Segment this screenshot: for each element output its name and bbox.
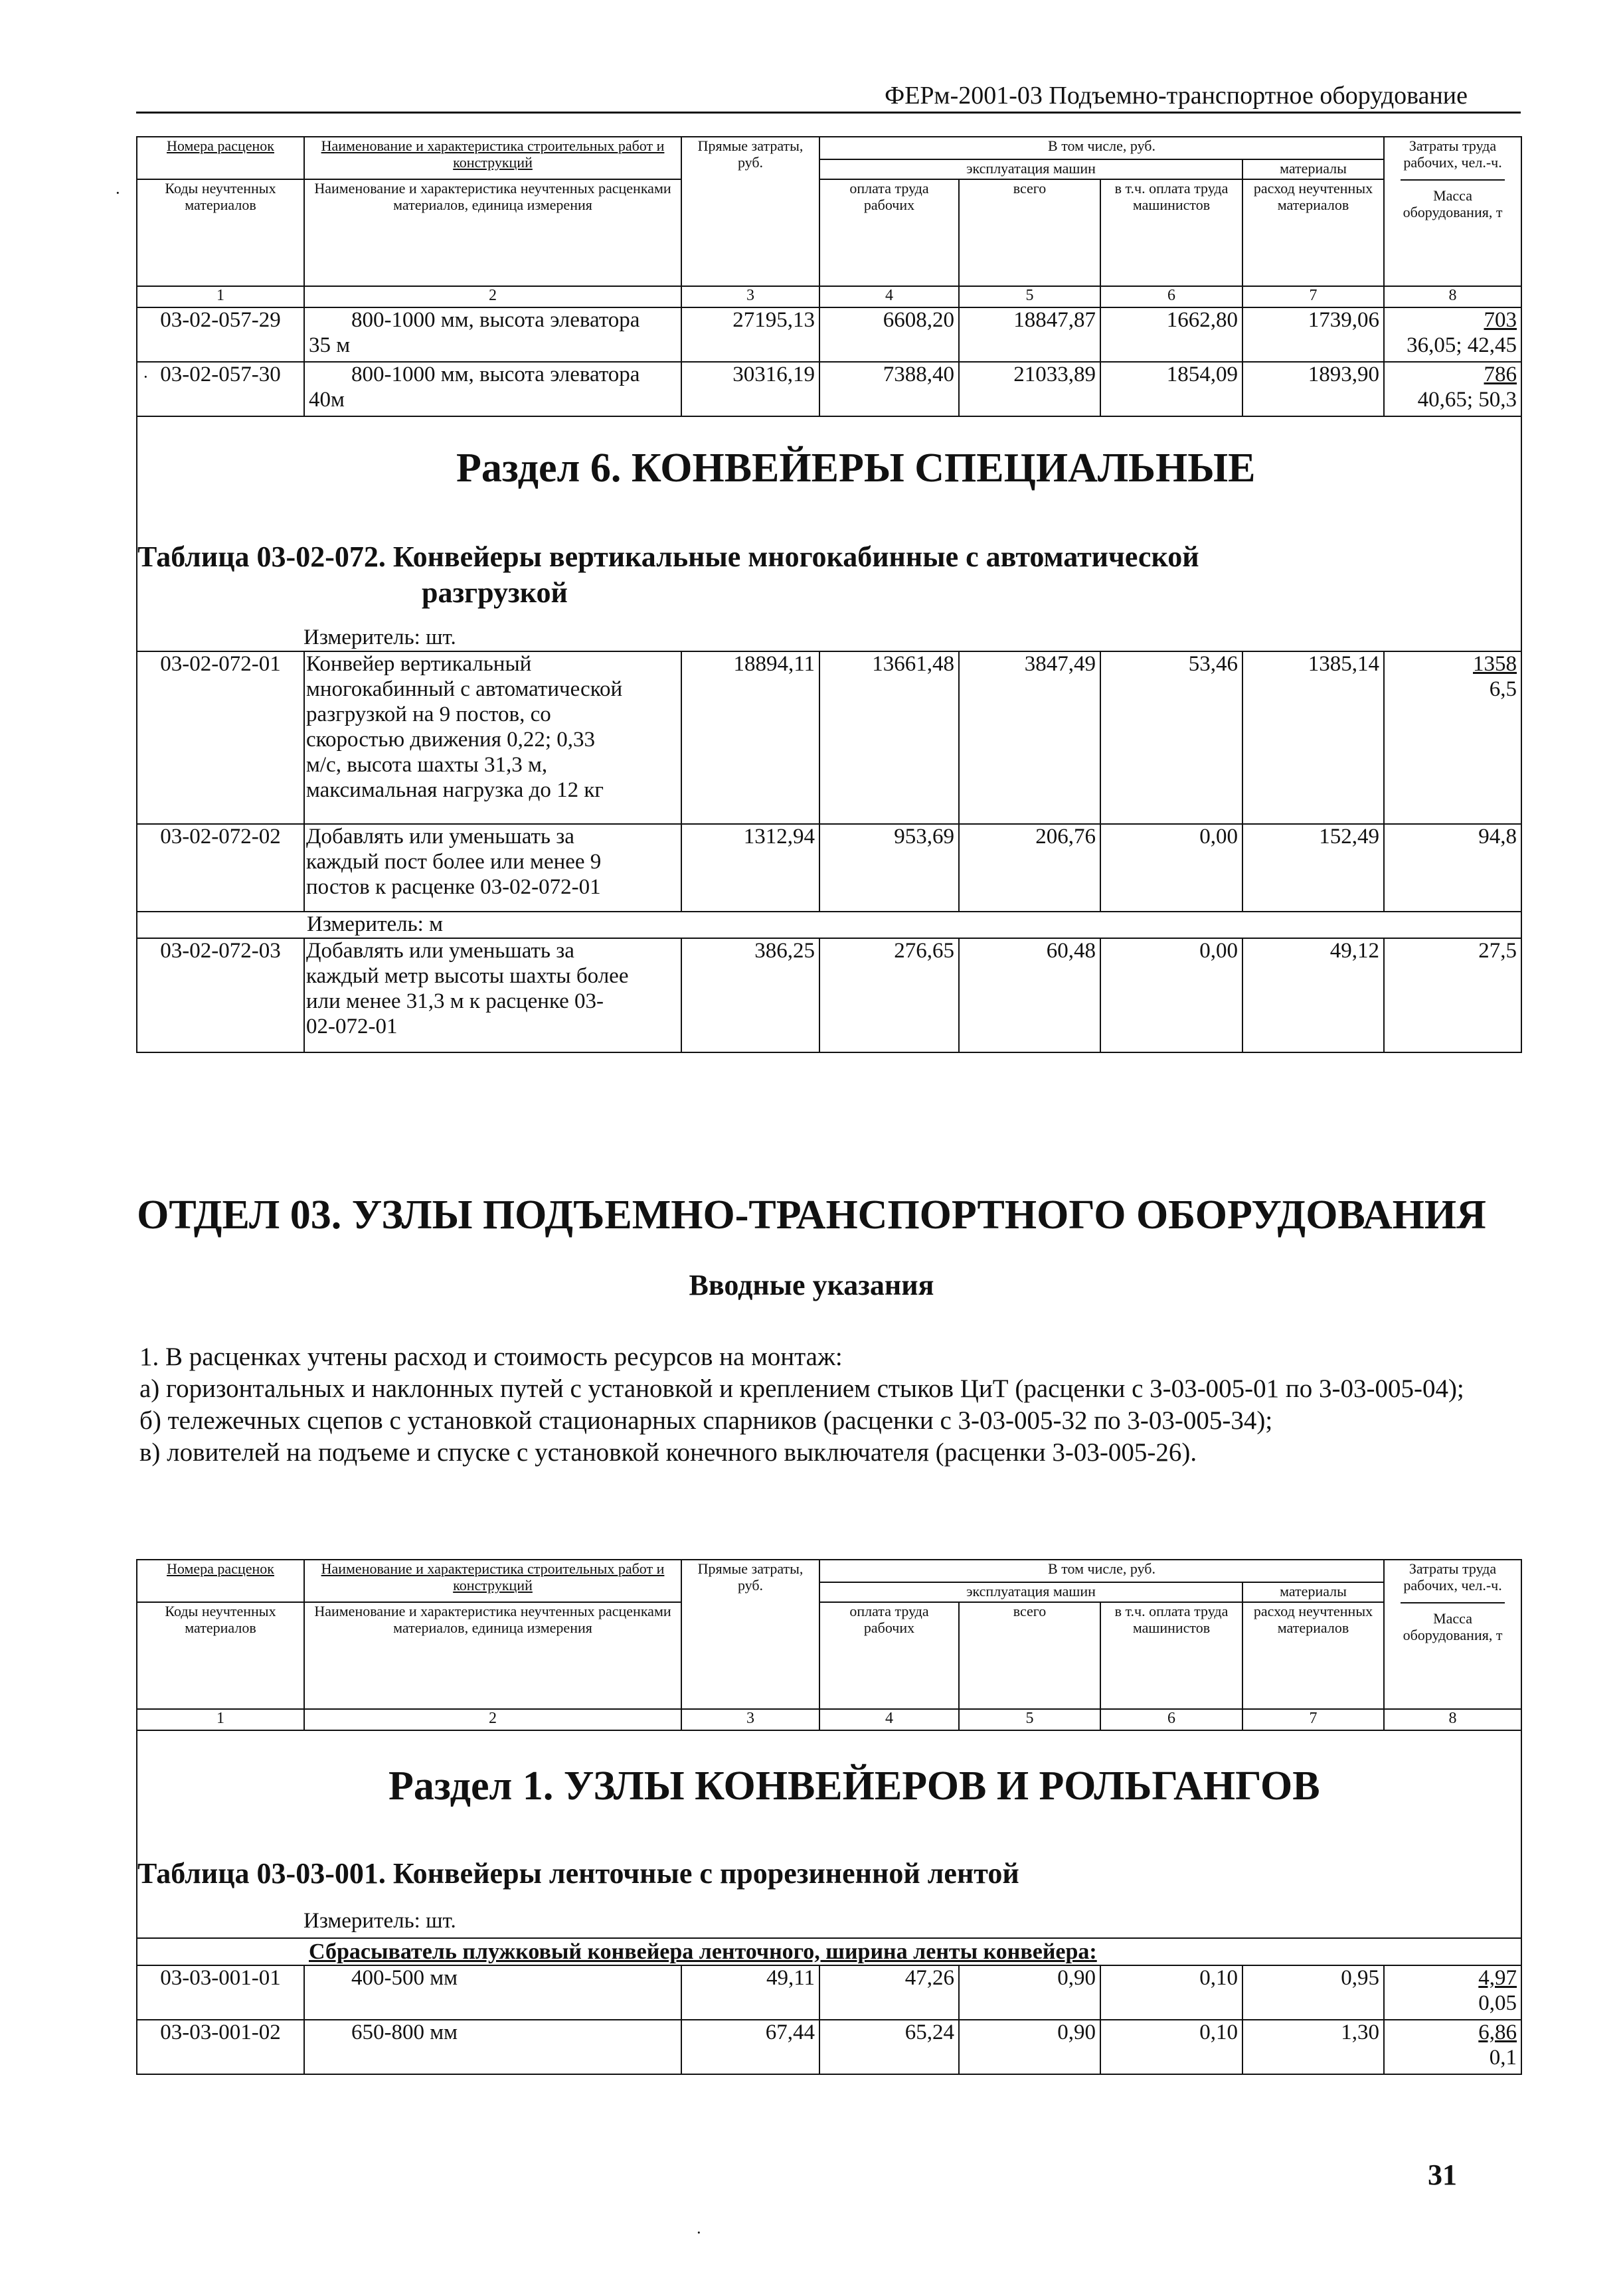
machine-total: 206,76 <box>959 824 1100 912</box>
intro-line: а) горизонтальных и наклонных путей с установкой и креплением стыков ЦиТ (расценки с 3-03-005-01 по 3-03-005-04); <box>139 1374 1464 1403</box>
header-machine-ops: эксплуатация машин <box>819 1582 1242 1602</box>
labor-mass: 4,97 0,05 <box>1384 1965 1521 2020</box>
rate-name: 400-500 мм <box>304 1965 681 2020</box>
rate-name: 650-800 мм <box>304 2020 681 2074</box>
labor-mass: 1358 6,5 <box>1384 651 1521 824</box>
materials-cost: 1739,06 <box>1242 307 1384 362</box>
materials-cost: 1385,14 <box>1242 651 1384 824</box>
direct-cost: 30316,19 <box>681 362 819 416</box>
table-title: Таблица 03-03-001. Конвейеры ленточные с прорезиненной лентой <box>137 1857 1019 1890</box>
header-material-names: Наименование и характеристика неучтенных расценками материалов, единица измерения <box>304 179 681 286</box>
rates-table-1 <box>136 136 1522 1053</box>
header-material-names: Наименование и характеристика неучтенных расценками материалов, единица измерения <box>304 1602 681 1709</box>
direct-cost: 1312,94 <box>681 824 819 912</box>
operator-pay: 53,46 <box>1100 651 1242 824</box>
rate-code: 03-02-072-02 <box>137 824 304 912</box>
col-number: 2 <box>304 1709 681 1730</box>
worker-pay: 65,24 <box>819 2020 959 2074</box>
rate-code: 03-02-072-01 <box>137 651 304 824</box>
machine-total: 60,48 <box>959 938 1100 1052</box>
rate-code: 03-03-001-01 <box>137 1965 304 2020</box>
col-number: 5 <box>959 286 1100 307</box>
machine-total: 0,90 <box>959 1965 1100 2020</box>
worker-pay: 953,69 <box>819 824 959 912</box>
running-head <box>136 78 1521 114</box>
intro-line: 1. В расценках учтены расход и стоимость ресурсов на монтаж: <box>139 1343 843 1371</box>
materials-cost: 1893,90 <box>1242 362 1384 416</box>
header-unaccounted-materials: расход неучтенных материалов <box>1242 179 1384 286</box>
labor-mass: 703 36,05; 42,45 <box>1384 307 1521 362</box>
section-block <box>137 416 1521 651</box>
header-work-name: Наименование и характеристика строительных работ и конструкций <box>304 1560 681 1602</box>
worker-pay: 7388,40 <box>819 362 959 416</box>
rate-code: 03-02-072-03 <box>137 938 304 1052</box>
col-number: 6 <box>1100 286 1242 307</box>
section-title: Раздел 6. КОНВЕЙЕРЫ СПЕЦИАЛЬНЫЕ <box>456 446 1256 491</box>
header-direct-costs: Прямые затраты, руб. <box>681 137 819 286</box>
header-total: всего <box>959 179 1100 286</box>
rate-code: 03-03-001-02 <box>137 2020 304 2074</box>
header-material-codes: Коды неучтенных материалов <box>137 1602 304 1709</box>
col-number: 4 <box>819 1709 959 1730</box>
rate-name: Конвейер вертикальный многокабинный с автоматической разгрузкой на 9 постов, со скоростью движения 0,22; 0,33 м/с, высота шахты 31,3 м, максимальная нагрузка до 12 кг <box>304 651 681 824</box>
section-title: Раздел 1. УЗЛЫ КОНВЕЙЕРОВ И РОЛЬГАНГОВ <box>388 1763 1320 1809</box>
scan-speck: · <box>115 183 121 203</box>
table-row <box>137 651 1521 824</box>
col-number: 1 <box>137 286 304 307</box>
operator-pay: 1854,09 <box>1100 362 1242 416</box>
col-number: 4 <box>819 286 959 307</box>
rate-code: 03-02-057-30 <box>137 362 304 416</box>
scan-speck: · <box>696 2223 702 2242</box>
materials-cost: 0,95 <box>1242 1965 1384 2020</box>
operator-pay: 1662,80 <box>1100 307 1242 362</box>
table-title: Таблица 03-02-072. Конвейеры вертикальные многокабинные с автоматической <box>137 540 1199 573</box>
rates-table-2 <box>136 1559 1522 2075</box>
header-work-name: Наименование и характеристика строительных работ и конструкций <box>304 137 681 179</box>
table-row <box>137 1965 1521 2020</box>
header-operator-pay: в т.ч. оплата труда машинистов <box>1100 179 1242 286</box>
col-number: 8 <box>1384 1709 1521 1730</box>
direct-cost: 67,44 <box>681 2020 819 2074</box>
labor-mass: 6,86 0,1 <box>1384 2020 1521 2074</box>
materials-cost: 152,49 <box>1242 824 1384 912</box>
intro-line: в) ловителей на подъеме и спуске с установкой конечного выключателя (расценки 3-03-005-26). <box>139 1437 1197 1467</box>
direct-cost: 49,11 <box>681 1965 819 2020</box>
intro-line: б) тележечных сцепов с установкой стационарных спарников (расценки с 3-03-005-32 по 3-03-005-34); <box>139 1406 1273 1435</box>
header-labor-mass: Затраты труда рабочих, чел.-ч. Масса оборудования, т <box>1384 137 1521 286</box>
rate-name: 800-1000 мм, высота элеватора 35 м <box>304 307 681 362</box>
materials-cost: 1,30 <box>1242 2020 1384 2074</box>
col-number: 7 <box>1242 1709 1384 1730</box>
machine-total: 18847,87 <box>959 307 1100 362</box>
header-materials: материалы <box>1242 159 1384 179</box>
direct-cost: 18894,11 <box>681 651 819 824</box>
machine-total: 0,90 <box>959 2020 1100 2074</box>
header-direct-costs: Прямые затраты, руб. <box>681 1560 819 1709</box>
rate-code: 03-02-057-29 <box>137 307 304 362</box>
rate-name: Добавлять или уменьшать за каждый метр высоты шахты более или менее 31,3 м к расценке 03- 02-072-01 <box>304 938 681 1052</box>
table-row <box>137 938 1521 1052</box>
header-including: В том числе, руб. <box>819 137 1384 159</box>
header-labor-mass: Затраты труда рабочих, чел.-ч. Масса оборудования, т <box>1384 1560 1521 1709</box>
group-subheading: Сбрасыватель плужковый конвейера ленточного, ширина ленты конвейера: <box>137 1938 1521 1965</box>
direct-cost: 386,25 <box>681 938 819 1052</box>
operator-pay: 0,00 <box>1100 824 1242 912</box>
header-total: всего <box>959 1602 1100 1709</box>
col-number: 3 <box>681 1709 819 1730</box>
col-number: 3 <box>681 286 819 307</box>
running-head-text: ФЕРм-2001-03 Подъемно-транспортное оборудование <box>885 82 1468 110</box>
table-title-cont: разгрузкой <box>422 576 568 609</box>
materials-cost: 49,12 <box>1242 938 1384 1052</box>
header-worker-pay: оплата труда рабочих <box>819 179 959 286</box>
col-number: 8 <box>1384 286 1521 307</box>
table-row <box>137 2020 1521 2074</box>
operator-pay: 0,00 <box>1100 938 1242 1052</box>
intro-text <box>139 1341 1494 1469</box>
header-material-codes: Коды неучтенных материалов <box>137 179 304 286</box>
machine-total: 21033,89 <box>959 362 1100 416</box>
measure-unit: Измеритель: шт. <box>303 1909 456 1933</box>
page-number: 31 <box>1428 2159 1457 2191</box>
operator-pay: 0,10 <box>1100 2020 1242 2074</box>
rate-name: 800-1000 мм, высота элеватора 40м <box>304 362 681 416</box>
measure-unit: Измеритель: м <box>137 912 1521 938</box>
labor-mass: 786 40,65; 50,3 <box>1384 362 1521 416</box>
worker-pay: 13661,48 <box>819 651 959 824</box>
header-worker-pay: оплата труда рабочих <box>819 1602 959 1709</box>
worker-pay: 47,26 <box>819 1965 959 2020</box>
header-including: В том числе, руб. <box>819 1560 1384 1582</box>
rate-name: Добавлять или уменьшать за каждый пост более или менее 9 постов к расценке 03-02-072-01 <box>304 824 681 912</box>
labor-hours: 94,8 <box>1384 824 1521 912</box>
labor-hours: 27,5 <box>1384 938 1521 1052</box>
table-row <box>137 362 1521 416</box>
measure-unit: Измеритель: шт. <box>303 625 456 649</box>
worker-pay: 6608,20 <box>819 307 959 362</box>
worker-pay: 276,65 <box>819 938 959 1052</box>
header-rate-number: Номера расценок <box>137 137 304 179</box>
header-rate-number: Номера расценок <box>137 1560 304 1602</box>
scan-speck: · <box>143 367 149 386</box>
col-number: 6 <box>1100 1709 1242 1730</box>
intro-title: Вводные указания <box>689 1269 934 1301</box>
machine-total: 3847,49 <box>959 651 1100 824</box>
col-number: 7 <box>1242 286 1384 307</box>
department-title: ОТДЕЛ 03. УЗЛЫ ПОДЪЕМНО-ТРАНСПОРТНОГО ОБОРУДОВАНИЯ <box>137 1192 1486 1238</box>
col-number: 5 <box>959 1709 1100 1730</box>
section-block <box>137 1730 1521 1938</box>
header-unaccounted-materials: расход неучтенных материалов <box>1242 1602 1384 1709</box>
col-number: 2 <box>304 286 681 307</box>
header-machine-ops: эксплуатация машин <box>819 159 1242 179</box>
col-number: 1 <box>137 1709 304 1730</box>
operator-pay: 0,10 <box>1100 1965 1242 2020</box>
header-operator-pay: в т.ч. оплата труда машинистов <box>1100 1602 1242 1709</box>
table-row <box>137 824 1521 912</box>
header-materials: материалы <box>1242 1582 1384 1602</box>
table-row <box>137 307 1521 362</box>
direct-cost: 27195,13 <box>681 307 819 362</box>
